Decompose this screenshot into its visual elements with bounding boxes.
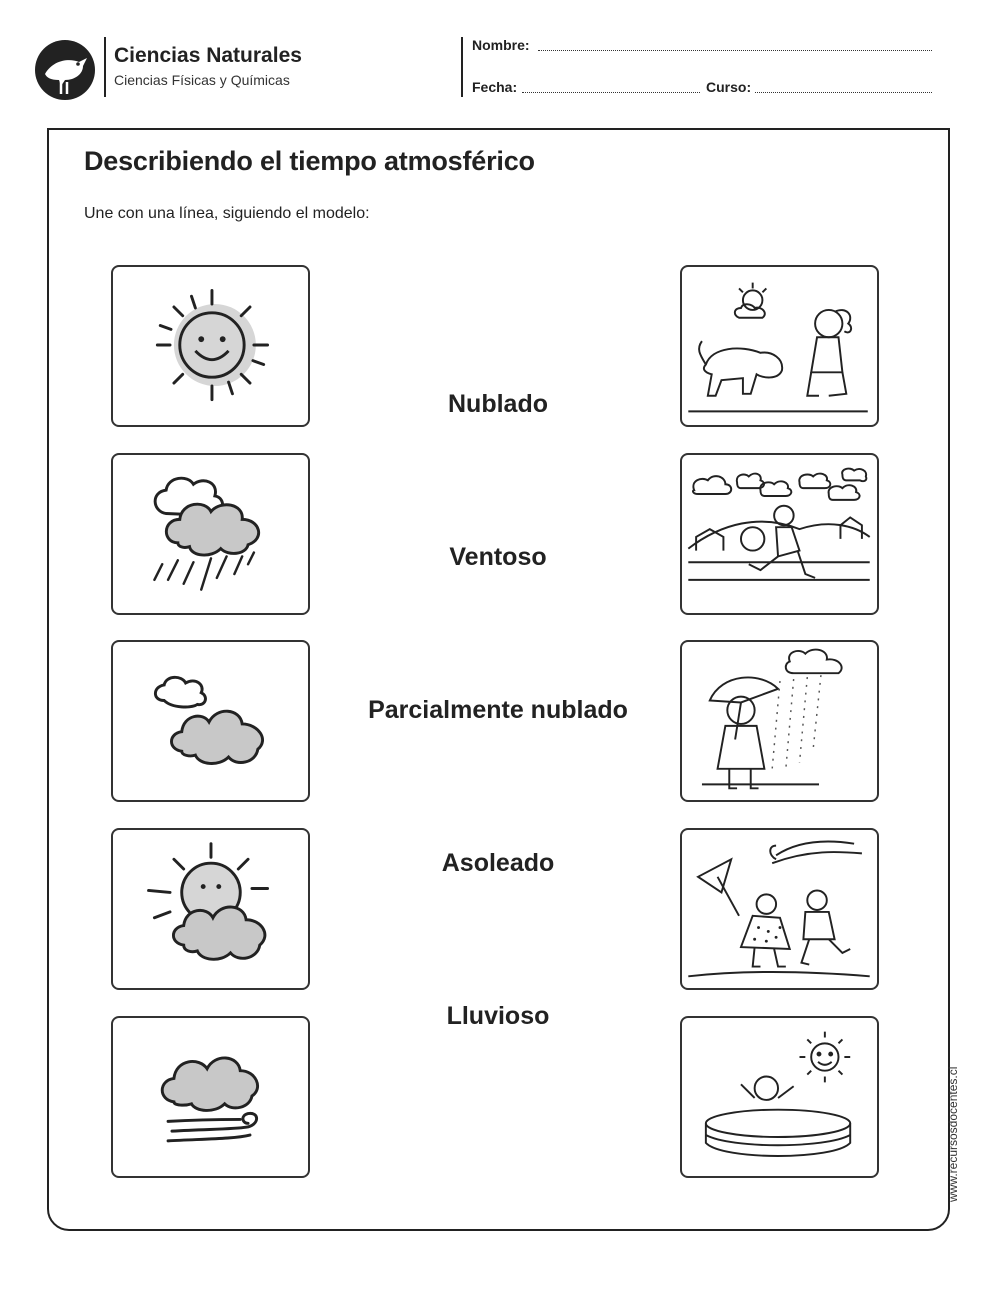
girl-umbrella-rain-scene bbox=[682, 642, 877, 800]
sun-icon bbox=[113, 267, 308, 425]
girl-dog-sun-scene bbox=[682, 267, 877, 425]
worksheet-instruction: Une con una línea, siguiendo el modelo: bbox=[84, 205, 370, 222]
card-scene-wind[interactable] bbox=[680, 828, 879, 990]
rain-cloud-icon bbox=[113, 455, 308, 613]
card-scene-girl-dog[interactable] bbox=[680, 265, 879, 427]
word-lluvioso: Lluvioso bbox=[446, 1002, 550, 1030]
word-asoleado: Asoleado bbox=[441, 849, 555, 877]
card-rain-cloud[interactable] bbox=[111, 453, 310, 615]
word-parcialmente-nublado: Parcialmente nublado bbox=[368, 696, 628, 724]
date-field[interactable] bbox=[522, 92, 700, 93]
date-label: Fecha: bbox=[472, 79, 518, 95]
word-nublado: Nublado bbox=[448, 390, 548, 418]
subject-subtitle: Ciencias Físicas y Químicas bbox=[114, 72, 290, 88]
card-scene-pool[interactable] bbox=[680, 1016, 879, 1178]
card-wind-cloud[interactable] bbox=[111, 1016, 310, 1178]
card-cloud[interactable] bbox=[111, 640, 310, 802]
website-credit: www.recursosdocentes.cl bbox=[946, 1066, 960, 1202]
name-field[interactable] bbox=[538, 50, 932, 51]
publisher-logo bbox=[33, 38, 97, 102]
children-wind-scene bbox=[682, 830, 877, 988]
child-pool-sun-scene bbox=[682, 1018, 877, 1176]
worksheet-title: Describiendo el tiempo atmosférico bbox=[84, 146, 535, 176]
subject-title: Ciencias Naturales bbox=[114, 44, 302, 67]
word-ventoso: Ventoso bbox=[449, 543, 547, 571]
cloud-icon bbox=[113, 642, 308, 800]
course-field[interactable] bbox=[755, 92, 932, 93]
card-sun-cloud[interactable] bbox=[111, 828, 310, 990]
card-scene-boy-ball[interactable] bbox=[680, 453, 879, 615]
card-scene-girl-umbrella[interactable] bbox=[680, 640, 879, 802]
wind-cloud-icon bbox=[113, 1018, 308, 1176]
fields-divider bbox=[461, 37, 463, 97]
name-label: Nombre: bbox=[472, 37, 530, 53]
header-divider bbox=[104, 37, 106, 97]
card-sun[interactable] bbox=[111, 265, 310, 427]
boy-ball-clouds-scene bbox=[682, 455, 877, 613]
sun-cloud-icon bbox=[113, 830, 308, 988]
course-label: Curso: bbox=[706, 79, 752, 95]
